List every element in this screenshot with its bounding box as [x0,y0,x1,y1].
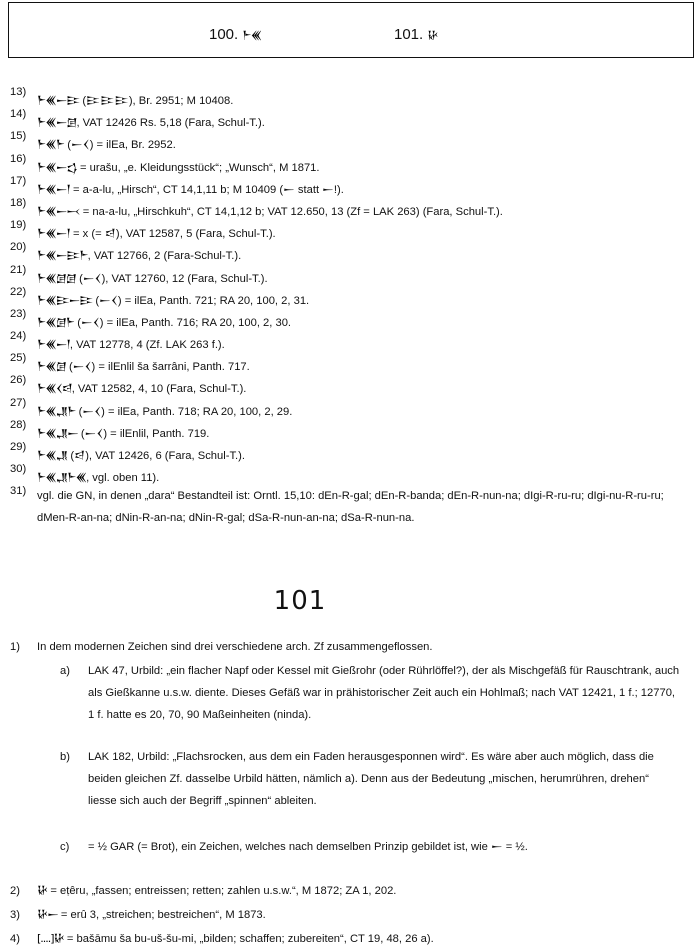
header-right-sign: 𒄩 [427,29,438,42]
entry-16 [10,153,690,175]
entry-sign: 𒈨𒌍𒌆𒈨 [37,315,75,329]
entry-number: 24) [10,330,27,343]
entry-24 [10,330,690,352]
paragraph-text: In dem modernen Zeichen sind drei verschiedene arch. Zf zusammengeflossen. [37,641,433,653]
subparagraph-text: = ½ GAR (= Brot), ein Zeichen, welches nach demselben Prinzip gebildet ist, wie 𒀸 = ½. [88,841,528,853]
entry-sign: 𒈨𒌍𒄿𒀸𒄿 [37,293,93,307]
entry-sign: 𒈨𒌍𒂗𒈨 [37,404,76,418]
paragraph-body: = bašāmu ša bu-uš-šu-mi, „bilden; schaffen; zubereiten“, CT 19, 48, 26 a). [63,933,434,945]
paragraph-text [37,928,690,950]
entry-13 [10,86,690,108]
entry-body: = urašu, „e. Kleidungsstück“; „Wunsch“, M 1871. [76,161,320,174]
entry-sign: 𒈨𒌍𒀸𒄿 [37,94,80,107]
header-left-sign: 𒈨𒌍 [242,29,262,42]
entry-31 [10,485,690,525]
entry-body: (𒄿𒄿𒄿), Br. 2951; M 10408. [79,95,234,107]
entry-sign: 𒈨𒌍𒀸𒌓 [37,160,77,174]
paragraph-number: 1) [10,641,20,653]
section-title: 101 [273,586,327,616]
entry-body: = na-a-lu, „Hirschkuh“, CT 14,1,12 b; VAT 12.650, 13 (Zf = LAK 263) (Fara, Schul-T.). [79,205,503,218]
entry-number: 19) [10,219,27,232]
entry-number: 29) [10,441,27,453]
entry-29 [10,441,690,463]
header-left-label: 100. [209,26,239,43]
entry-sign: 𒈨𒌍𒈨 [37,138,65,152]
entry-sign: 𒈨𒌍𒀸𒄿𒈨 [37,249,88,263]
entry-body: , VAT 12426 Rs. 5,18 (Fara, Schul-T.). [76,117,265,130]
entry-sign: 𒈨𒌍𒂗𒀸 [37,426,78,440]
entry-number: 26) [10,374,27,387]
subparagraph-text: LAK 182, Urbild: „Flachsrocken, aus dem ein Faden herausgesponnen wird“. Es wäre aber auch möglich, dass die beiden gleichen Zf. dasselbe Urbild hätten, nämlich a). Denn aus der Bedeutung „mischen, herumrühren, drehen“ liesse sich auch der Begriff „spinnen“ ableiten. [88,751,654,807]
entry-body: = a-a-lu, „Hirsch“, CT 14,1,11 b; M 10409 (𒀸 statt 𒀸!). [69,183,344,196]
entry-number: 16) [10,152,27,165]
entry-sign: 𒈨𒌍𒀸𒁁 [37,204,80,218]
entry-sign: 𒈨𒌍𒀸𒁹 [37,227,70,241]
entry-number: 28) [10,418,27,431]
entry-number: 31) [10,485,27,498]
entry-body: (𒁀), VAT 12426, 6 (Fara, Schul-T.). [67,450,245,462]
entry-20 [10,241,690,263]
entry-14 [10,108,690,130]
entry-sign: 𒈨𒌍𒌆𒌆 [37,271,76,285]
entry-body: (𒀸𒌋) = ilEa, Panth. 718; RA 20, 100, 2, 29. [75,405,293,418]
paragraph-number: 3) [10,909,20,921]
paragraph-body: = erû 3, „streichen; bestreichen“, M 1873. [57,909,266,921]
entry-30 [10,463,690,485]
entry-sign: 𒈨𒌍𒌋𒁀 [37,382,72,396]
paragraph-text [37,880,690,902]
entry-number: 22) [10,285,27,298]
entry-22 [10,286,690,308]
entry-body: vgl. die GN, in denen „dara“ Bestandteil ist: Orntl. 15,10: dEn-R-gal; dEn-R-banda; dEn-R-nun-na; dIgi-R-ru-ru; dIgi-nu-R-ru-ru; dMen-R-an-na; dNin-R-an-na; dNin-R-gal; dSa-R-nun-an-na; dSa-R-nun-na. [37,490,664,525]
entry-number: 17) [10,174,27,187]
entry-sign: 𒄩𒀸 [37,908,58,921]
entry-sign: 𒄩 [37,884,48,897]
entry-27 [10,397,690,419]
entry-number: 25) [10,352,27,365]
entry-body: (𒀸𒌋) = ilEa, Br. 2952. [64,139,176,152]
entry-number: 18) [10,196,27,209]
entry-sign: 𒈨𒌍𒂗𒈨𒌍 [37,471,87,485]
entry-17 [10,175,690,197]
subparagraph-label: c) [60,841,70,853]
entry-23 [10,308,690,330]
entry-number: 15) [10,130,27,143]
paragraph-body: = eṭêru, „fassen; entreissen; retten; zahlen u.s.w.“, M 1872; ZA 1, 202. [47,885,397,897]
entry-number: 27) [10,396,27,409]
entry-number: 30) [10,463,27,476]
entry-body: (𒀸𒌋) = ilEa, Panth. 716; RA 20, 100, 2, 30. [74,316,292,329]
entry-number: 14) [10,108,27,121]
entry-body: (𒀸𒌋) = ilEa, Panth. 721; RA 20, 100, 2, 31. [92,294,310,307]
entry-sign: 𒈨𒌍𒀸𒌆 [37,116,77,130]
entry-sign: 𒈨𒌍𒂗 [37,449,68,462]
entry-list [10,86,690,525]
entry-sign: 𒈨𒌍𒀸𒁹 [37,182,70,196]
entry-sign: 𒈨𒌍𒀸𒁹 [37,338,70,352]
entry-sign: 𒈨𒌍𒌆 [37,360,66,374]
subparagraph-label: b) [60,751,70,763]
entry-body: (𒀸𒌋) = ilEnlil, Panth. 719. [77,427,210,440]
page-header-box [8,2,694,58]
entry-body: = x (= 𒁀), VAT 12587, 5 (Fara, Schul-T.). [69,228,276,241]
paragraph-text [37,904,690,926]
entry-19 [10,219,690,241]
header-right [394,21,438,47]
entry-body: , VAT 12582, 4, 10 (Fara, Schul-T.). [71,383,247,396]
entry-body: , VAT 12778, 4 (Zf. LAK 263 f.). [69,339,225,352]
entry-body: , vgl. oben 11). [86,472,160,485]
header-right-label: 101. [394,26,424,43]
entry-body: , VAT 12766, 2 (Fara-Schul-T.). [87,250,242,263]
paragraph-number: 4) [10,933,20,945]
paragraph-number: 2) [10,885,20,897]
subparagraph-label: a) [60,665,70,677]
entry-26 [10,374,690,396]
entry-21 [10,264,690,286]
entry-number: 20) [10,241,27,254]
entry-number: 23) [10,307,27,320]
entry-number: 21) [10,263,27,276]
entry-15 [10,130,690,152]
header-left [209,21,261,47]
entry-body: (𒀸𒌋) = ilEnlil ša šarrâni, Panth. 717. [65,361,250,374]
entry-28 [10,419,690,441]
subparagraph-text: LAK 47, Urbild: „ein flacher Napf oder Kessel mit Gießrohr (oder Rührlöffel?), der als Mischgefäß für Rauschtrank, auch als Gießkanne u.s.w. diente. Dieses Gefäß war in prähistorischer Zeit auch ein Hohlmaß; nach VAT 12421, 1 f.; 12770, 1 f. hatte es 20, 70, 90 Maßeinheiten (ninda). [88,665,680,721]
entry-25 [10,352,690,374]
entry-body: (𒀸𒌋), VAT 12760, 12 (Fara, Schul-T.). [76,272,268,285]
entry-sign: [....]𒄩 [37,932,64,945]
entry-number: 13) [10,86,27,98]
entry-18 [10,197,690,219]
